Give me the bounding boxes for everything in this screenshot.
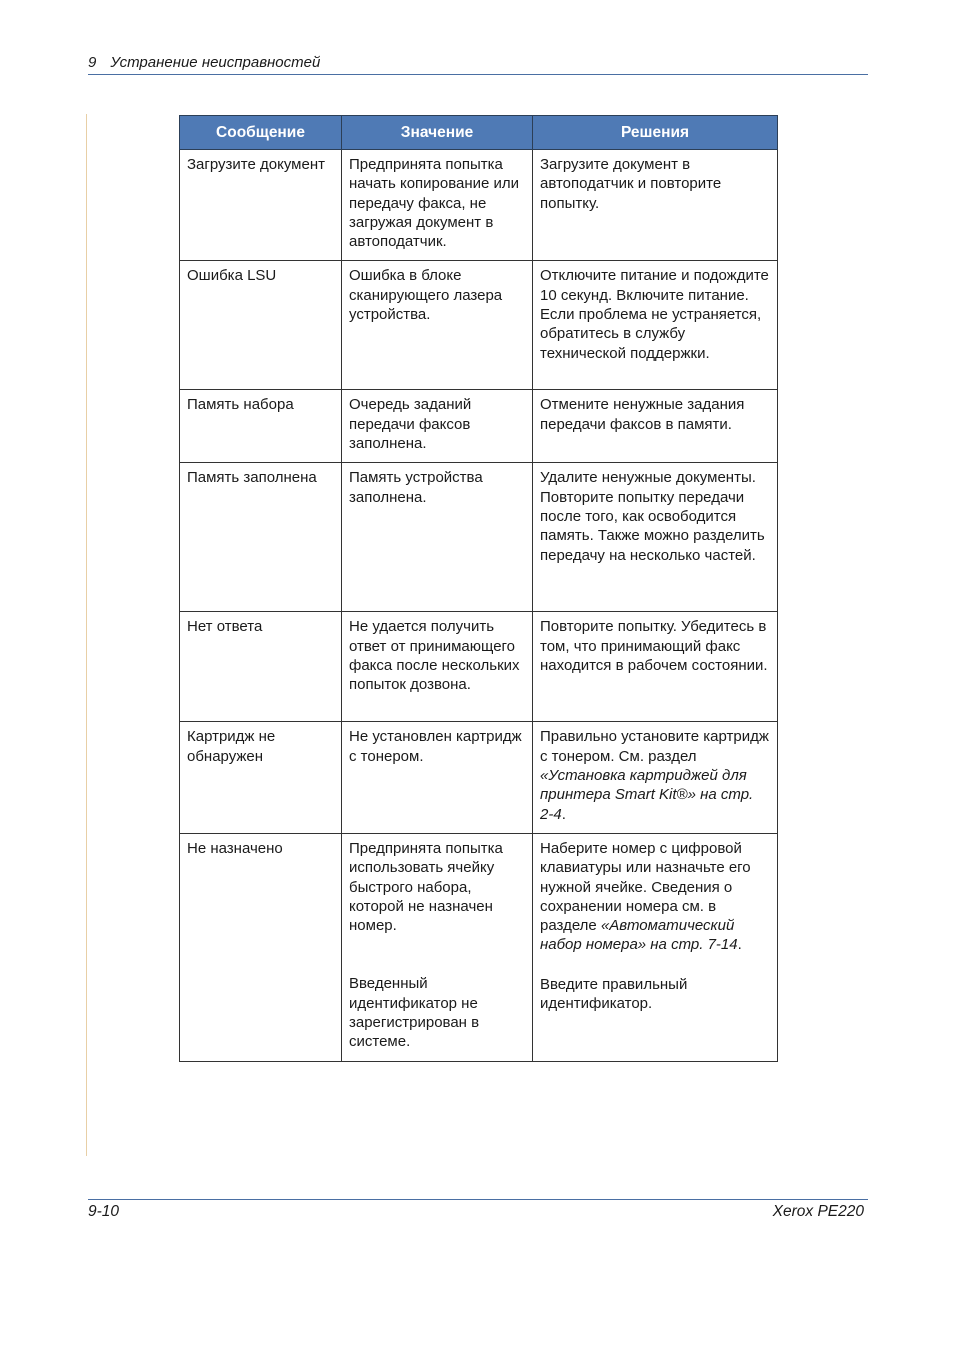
product-name: Xerox PE220 [772,1203,864,1220]
running-header [88,54,320,71]
chapter-title: Устранение неисправностей [110,54,321,71]
solution-cell [533,833,778,1061]
solution-cell: Отмените ненужные задания передачи факсов в памяти. [533,390,778,463]
solution-text: Правильно установите картридж с тонером. См. раздел [540,728,769,765]
chapter-number: 9 [88,54,97,71]
solution-cell: Удалите ненужные документы. Повторите попытку передачи после того, как освободится память. Также можно разделить передачу на несколько частей. [533,463,778,612]
solution-text-end: . [737,936,742,954]
meaning-cell: Предпринята попытка начать копирование или передачу факса, не загружая документ в автоподатчик. [342,150,533,261]
table-row [180,390,778,463]
meaning-paragraph: Введенный идентификатор не зарегистрирован в системе. [349,975,480,1051]
meaning-paragraph: Предпринята попытка использовать ячейку быстрого набора, которой не назначен номер. [349,839,503,935]
meaning-cell: Очередь заданий передачи факсов заполнена. [342,390,533,463]
margin-rule [86,114,87,1156]
message-cell: Память набора [180,390,342,463]
solution-paragraph: Введите правильный идентификатор. [540,975,688,1013]
meaning-cell: Не установлен картридж с тонером. [342,722,533,833]
table-row [180,612,778,722]
table-row [180,833,778,1061]
column-header-solution: Решения [533,116,778,150]
table-row [180,150,778,261]
solution-text-end: . [561,805,566,823]
message-cell: Картридж не обнаружен [180,722,342,833]
cross-reference-link[interactable]: «Установка картриджей для принтера Smart Kit®» на стр. 2-4 [540,767,754,823]
page-number: 9-10 [88,1203,120,1220]
solution-cell [533,722,778,833]
message-cell: Не назначено [180,833,342,1061]
table-row [180,463,778,612]
meaning-cell: Не удается получить ответ от принимающего факса после нескольких попыток дозвона. [342,612,533,722]
message-cell: Загрузите документ [180,150,342,261]
meaning-cell: Ошибка в блоке сканирующего лазера устройства. [342,261,533,390]
solution-cell: Повторите попытку. Убедитесь в том, что принимающий факс находится в рабочем состоянии. [533,612,778,722]
solution-cell: Отключите питание и подождите 10 секунд. Включите питание. Если проблема не устраняется, обратитесь в службу технической поддержки. [533,261,778,390]
message-cell: Нет ответа [180,612,342,722]
column-header-meaning: Значение [342,116,533,150]
message-cell: Память заполнена [180,463,342,612]
message-cell: Ошибка LSU [180,261,342,390]
table-row [180,261,778,390]
messages-table [179,115,778,1062]
solution-paragraph [540,839,769,955]
table-row [180,722,778,833]
meaning-cell: Память устройства заполнена. [342,463,533,612]
meaning-cell [342,833,533,1061]
header-rule [88,74,868,75]
footer-rule [88,1199,868,1200]
table-header-row [180,116,778,150]
column-header-message: Сообщение [180,116,342,150]
solution-cell: Загрузите документ в автоподатчик и повторите попытку. [533,150,778,261]
cross-reference-link[interactable]: «Автоматический набор номера» на стр. 7-14 [540,917,738,954]
solution-text: Наберите номер с цифровой клавиатуры или назначьте его нужной ячейке. Сведения о сохранении номера см. в разделе [540,839,751,935]
